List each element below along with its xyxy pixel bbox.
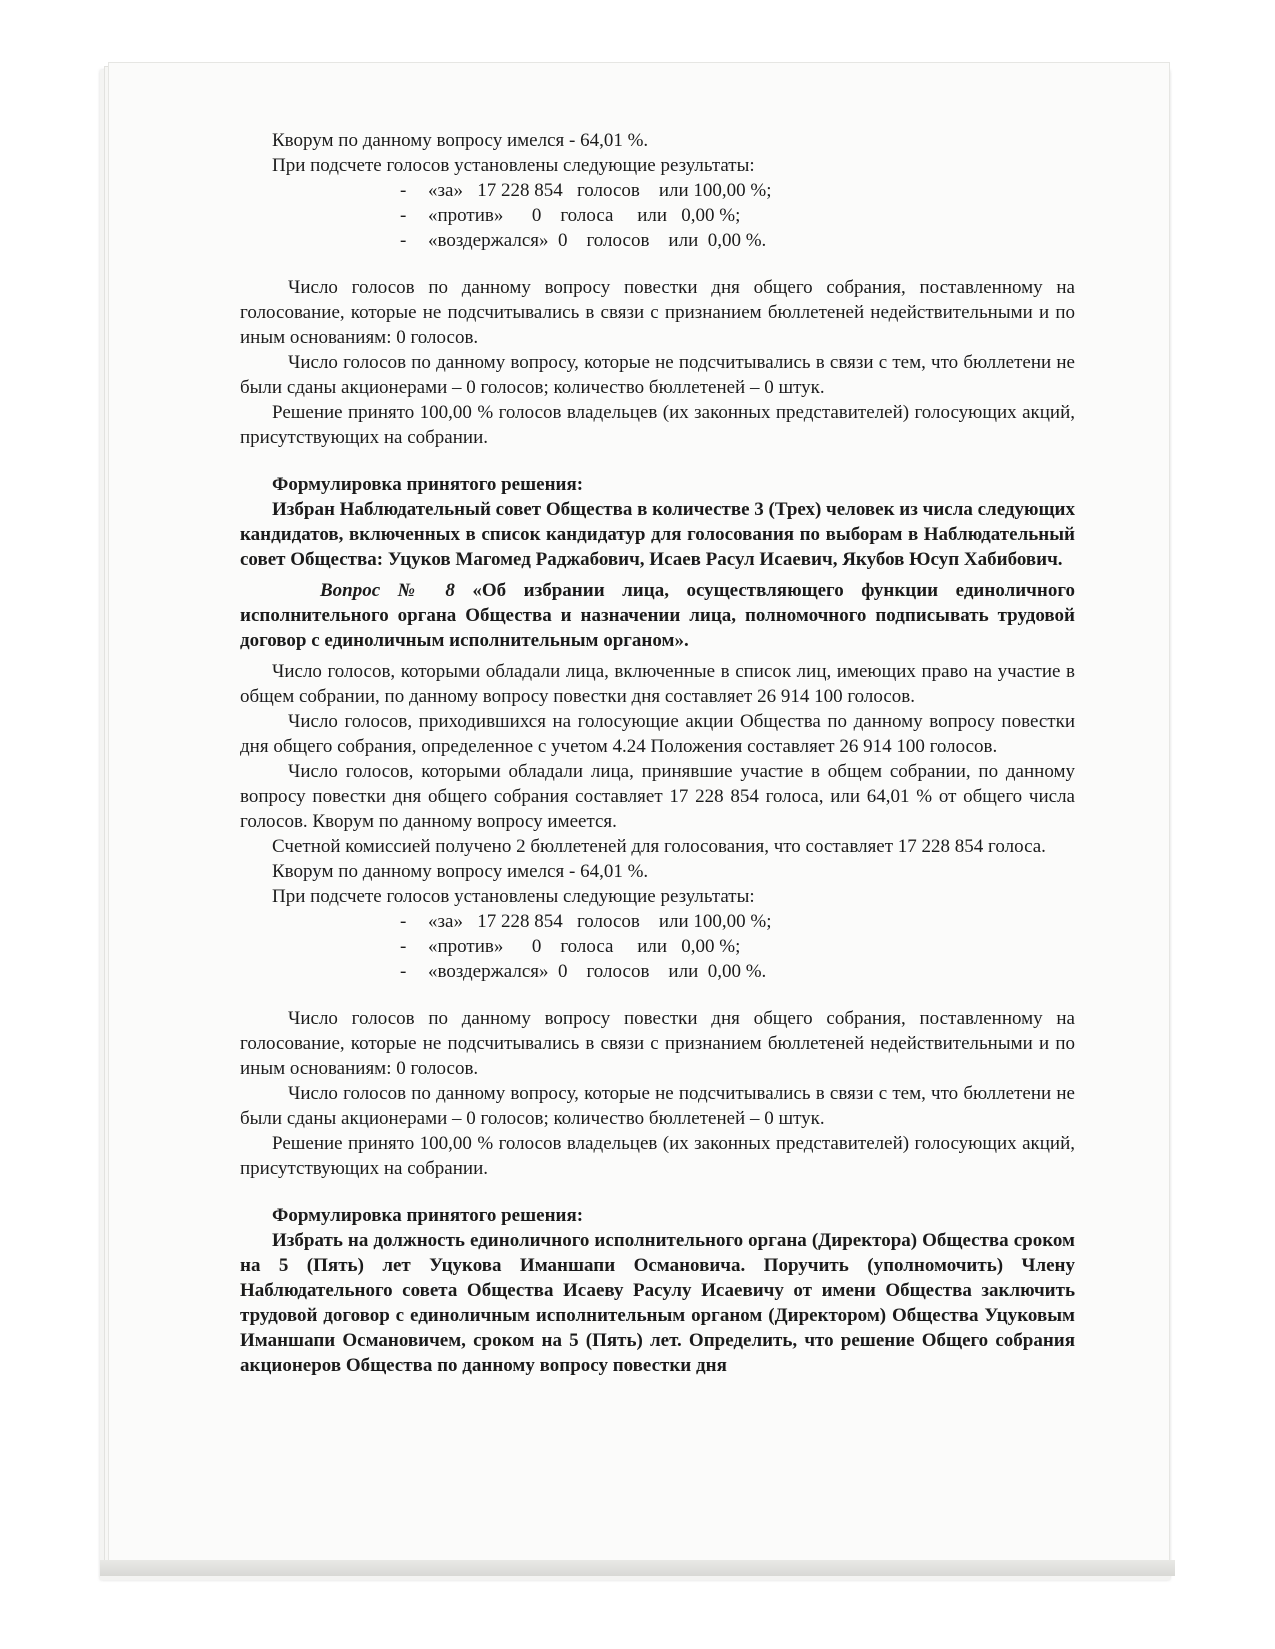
q8-decision-adopted-paragraph: Решение принято 100,00 % голосов владельцев (их законных представителей) голосующих акций, присутствующих на собрании. (240, 1133, 1075, 1179)
q8-vote-against: - «против» 0 голоса или 0,00 %; (400, 936, 741, 957)
q8-eligible-votes: Число голосов, которыми обладали лица, включенные в список лиц, имеющих право на участие в общем собрании, по данному вопросу повестки дня составляет 26 914 100 голосов. (240, 661, 1075, 707)
q8-voting-shares: Число голосов, приходившихся на голосующие акции Общества по данному вопросу повестки дня общего собрания, определенное с учетом 4.24 Положения составляет 26 914 100 голосов. (240, 711, 1075, 757)
decision-heading: Формулировка принятого решения: (272, 474, 584, 495)
q8-invalid-votes-paragraph: Число голосов по данному вопросу повестки дня общего собрания, поставленному на голосование, которые не подсчитывались в связи с признанием бюллетеней недействительными и по иным основаниям: 0 голосов. (240, 1008, 1075, 1079)
quorum-line: Кворум по данному вопросу имелся - 64,01 %. (272, 130, 649, 151)
question-text: «Об избрании лица, осуществляющего функции единоличного исполнительного органа Общества и назначении лица, полномочного подписывать трудовой договор с единоличным исполнительным органом». (240, 580, 1075, 651)
q8-results-intro: При подсчете голосов установлены следующие результаты: (272, 886, 755, 907)
q8-vote-for: - «за» 17 228 854 голосов или 100,00 %; (400, 911, 772, 932)
q8-vote-results-list (400, 909, 1075, 984)
unsubmitted-ballots-paragraph: Число голосов по данному вопросу, которые не подсчитывались в связи с тем, что бюллетени не были сданы акционерами – 0 голосов; количество бюллетеней – 0 штук. (240, 352, 1075, 398)
decision-text: Избран Наблюдательный совет Общества в количестве 3 (Трех) человек из числа следующих кандидатов, включенных в список кандидатур для голосования по выборам в Наблюдательный совет Общества: Уцуков Магомед Раджабович, Исаев Расул Исаевич, Якубов Юсуп Хабибович. (240, 499, 1075, 570)
q8-vote-abstain: - «воздержался» 0 голосов или 0,00 %. (400, 961, 767, 982)
vote-for: - «за» 17 228 854 голосов или 100,00 %; (400, 180, 772, 201)
question-8-title (240, 578, 1075, 653)
q8-unsubmitted-ballots-paragraph: Число голосов по данному вопросу, которые не подсчитывались в связи с тем, что бюллетени не были сданы акционерами – 0 голосов; количество бюллетеней – 0 штук. (240, 1083, 1075, 1129)
invalid-votes-paragraph: Число голосов по данному вопросу повестки дня общего собрания, поставленному на голосование, которые не подсчитывались в связи с признанием бюллетеней недействительными и по иным основаниям: 0 голосов. (240, 277, 1075, 348)
decision-adopted-paragraph: Решение принято 100,00 % голосов владельцев (их законных представителей) голосующих акций, присутствующих на собрании. (240, 402, 1075, 448)
vote-against: - «против» 0 голоса или 0,00 %; (400, 205, 741, 226)
document-text (240, 128, 1075, 1378)
vote-abstain: - «воздержался» 0 голосов или 0,00 %. (400, 230, 767, 251)
question-number: Вопрос № 8 (320, 580, 455, 601)
q8-participants: Число голосов, которыми обладали лица, принявшие участие в общем собрании, по данному вопросу повестки дня общего собрания составляет 17 228 854 голоса, или 64,01 % от общего числа голосов. Кворум по данному вопросу имеется. (240, 761, 1075, 832)
q8-decision-text: Избрать на должность единоличного исполнительного органа (Директора) Общества сроком на 5 (Пять) лет Уцукова Иманшапи Османовича. Поручить (уполномочить) Члену Наблюдательного совета Общества Исаеву Расулу Исаевичу от имени Общества заключить трудовой договор с единоличным исполнительным органом (Директором) Общества Уцуковым Иманшапи Османовичем, сроком на 5 (Пять) лет. Определить, что решение Общего собрания акционеров Общества по данному вопросу повестки дня (240, 1230, 1075, 1376)
vote-results-list (400, 178, 1075, 253)
q8-decision-heading: Формулировка принятого решения: (272, 1205, 584, 1226)
results-intro: При подсчете голосов установлены следующие результаты: (272, 155, 755, 176)
q8-ballots-received: Счетной комиссией получено 2 бюллетеней для голосования, что составляет 17 228 854 голоса. (272, 836, 1046, 857)
q8-quorum-line: Кворум по данному вопросу имелся - 64,01 %. (272, 861, 649, 882)
paper-stack-edge (100, 1560, 1175, 1576)
